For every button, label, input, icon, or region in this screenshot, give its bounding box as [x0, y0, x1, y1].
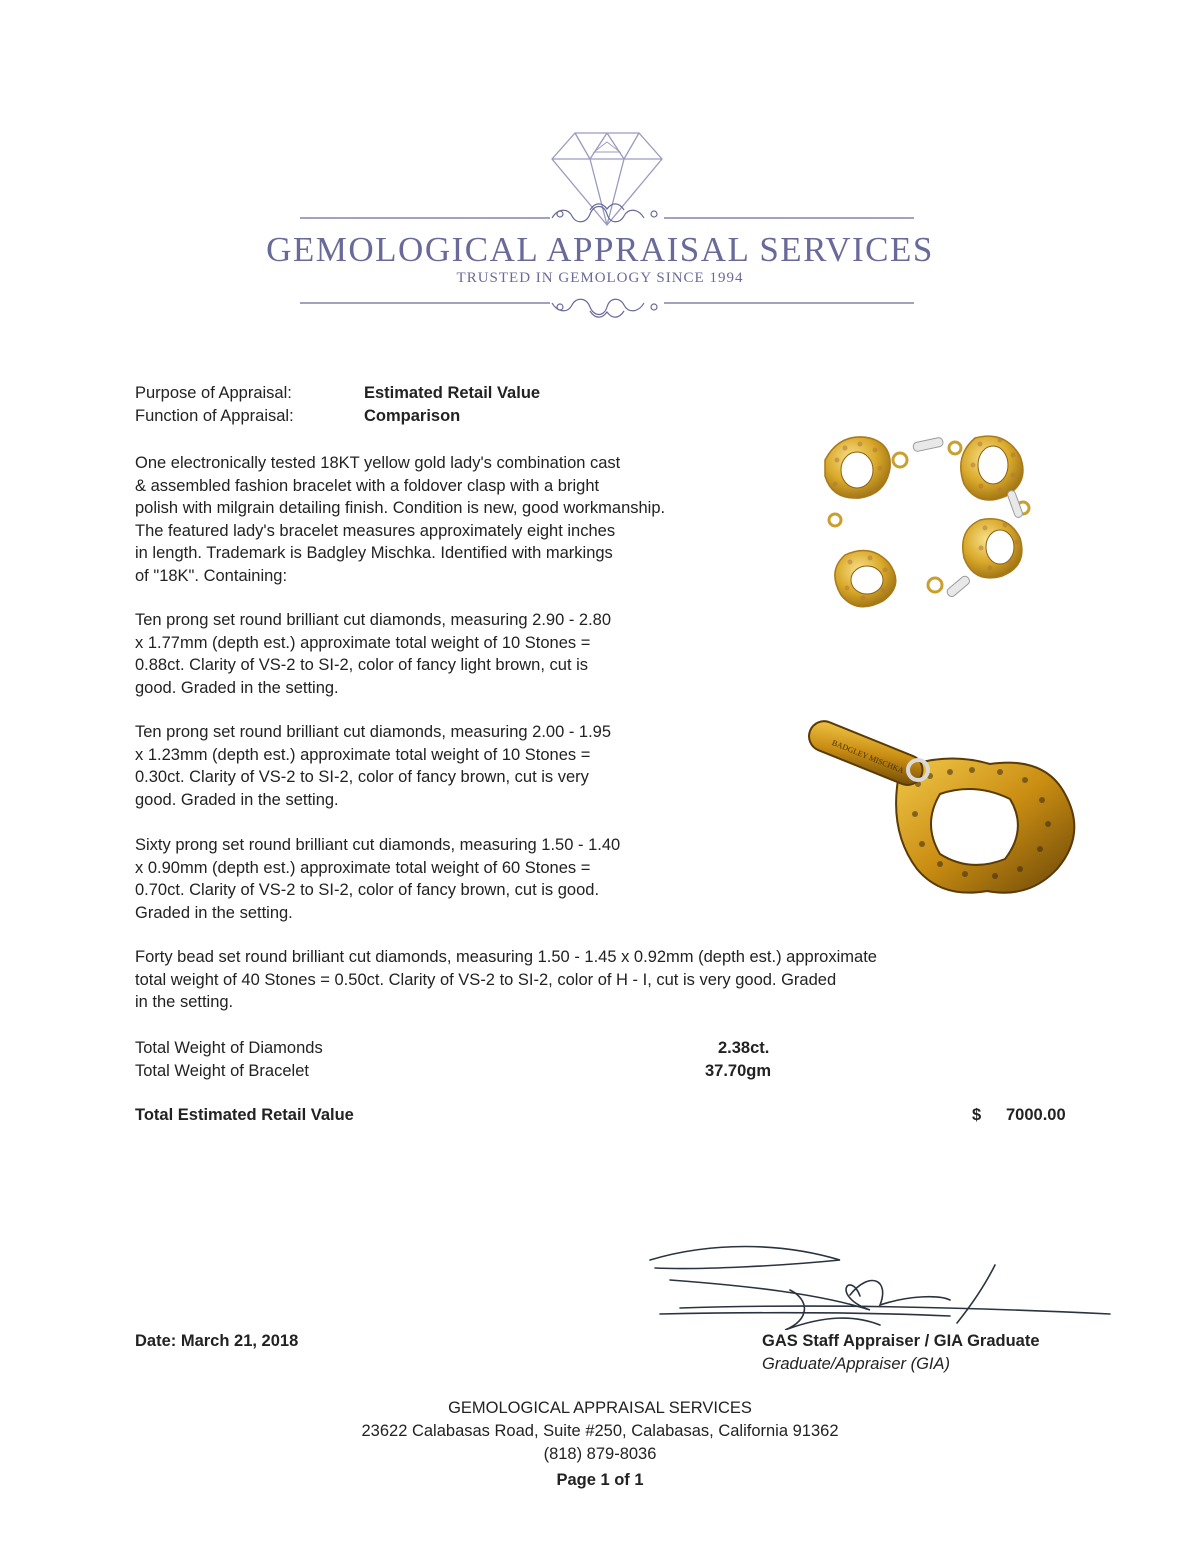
function-value: Comparison — [364, 407, 461, 425]
footer-address: 23622 Calabasas Road, Suite #250, Calabasas, California 91362 — [361, 1422, 839, 1440]
retail-value-label: Total Estimated Retail Value — [135, 1106, 354, 1124]
appraiser-subtitle: Graduate/Appraiser (GIA) — [762, 1355, 950, 1373]
stone-group-4: Forty bead set round brilliant cut diamonds, measuring 1.50 - 1.45 x 0.92mm (depth est.) approximate total weight of 40 Stones = 0.50ct. Clarity of VS-2 to SI-2, color of H - I, cut is very good. Graded in the setting. — [135, 948, 877, 1012]
footer-company: GEMOLOGICAL APPRAISAL SERVICES — [448, 1399, 752, 1417]
appraiser-signature — [640, 1240, 1120, 1330]
bracelet-photo — [805, 420, 1045, 610]
footer-phone: (818) 879-8036 — [543, 1445, 657, 1463]
purpose-value: Estimated Retail Value — [364, 384, 541, 402]
retail-value-amount: 7000.00 — [1006, 1106, 1066, 1124]
total-bracelet-label: Total Weight of Bracelet — [135, 1062, 309, 1080]
stone-group-3: Sixty prong set round brilliant cut diamonds, measuring 1.50 - 1.40 x 0.90mm (depth est.) approximate total weight of 60 Stones = 0.70ct. Clarity of VS-2 to SI-2, color of fancy brown, cut is good. Graded in the setting. — [135, 836, 621, 922]
function-label: Function of Appraisal: — [135, 407, 294, 425]
purpose-label: Purpose of Appraisal: — [135, 384, 292, 402]
total-diamonds-label: Total Weight of Diamonds — [135, 1039, 323, 1057]
company-logo — [0, 120, 1200, 350]
total-bracelet-value: 37.70gm — [705, 1062, 772, 1080]
currency-symbol: $ — [972, 1106, 982, 1124]
page-number: Page 1 of 1 — [556, 1471, 644, 1489]
stone-group-2: Ten prong set round brilliant cut diamonds, measuring 2.00 - 1.95 x 1.23mm (depth est.) approximate total weight of 10 Stones = 0.30ct. Clarity of VS-2 to SI-2, color of fancy brown, cut is very good. Graded in the setting. — [135, 723, 612, 809]
clasp-engraving: BADGLEY MISCHKA — [830, 738, 906, 776]
company-name: GEMOLOGICAL APPRAISAL SERVICES — [266, 230, 934, 269]
item-description: One electronically tested 18KT yellow gold lady's combination cast & assembled fashion bracelet with a foldover clasp with a bright polish with milgrain detailing finish. Condition is new, good workmanship. The featured lady's bracelet measures approximately eight inches in length. Trademark is Badgley Mischka. Identified with markings of "18K". Containing: — [135, 454, 666, 585]
appraisal-date: Date: March 21, 2018 — [135, 1332, 299, 1350]
stone-group-1: Ten prong set round brilliant cut diamonds, measuring 2.90 - 2.80 x 1.77mm (depth est.) approximate total weight of 10 Stones = 0.88ct. Clarity of VS-2 to SI-2, color of fancy light brown, cut is good. Graded in the setting. — [135, 611, 612, 697]
company-tagline: TRUSTED IN GEMOLOGY SINCE 1994 — [456, 270, 744, 286]
total-diamonds-value: 2.38ct. — [718, 1039, 770, 1057]
appraiser-title: GAS Staff Appraiser / GIA Graduate — [762, 1332, 1040, 1350]
clasp-closeup-photo — [800, 714, 1080, 904]
